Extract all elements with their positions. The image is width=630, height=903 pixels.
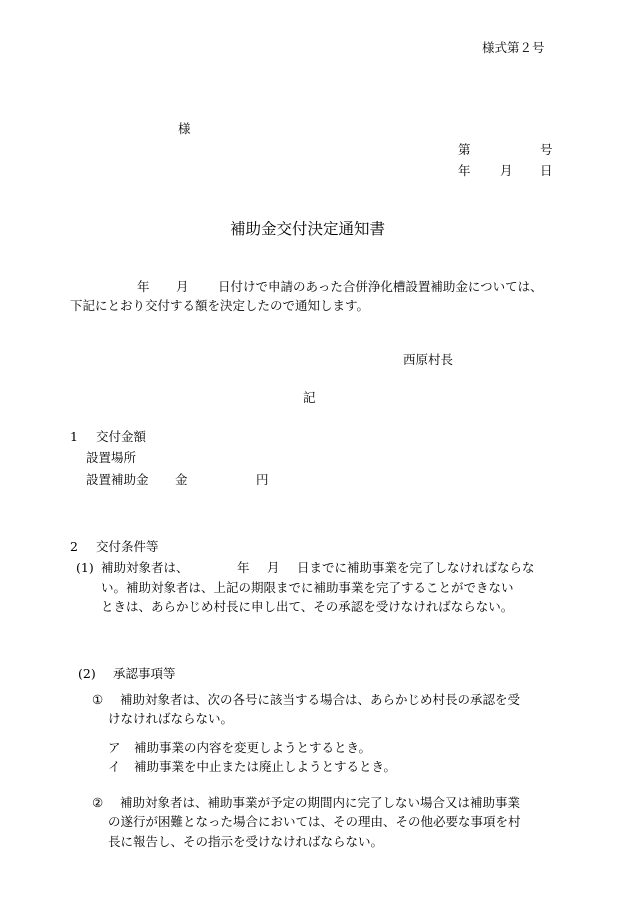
item1-line1a: 補助対象者は、 — [101, 560, 189, 575]
doc-date-day: 日 — [540, 163, 553, 178]
doc-date-month: 月 — [500, 163, 513, 178]
amount-yen: 円 — [256, 472, 269, 487]
document-title: 補助金交付決定通知書 — [230, 220, 386, 238]
intro-month: 月 — [176, 279, 189, 294]
item1-year: 年 — [237, 560, 250, 575]
sub1-i-label: イ — [108, 759, 121, 774]
item1-line2: い。補助対象者は、上記の期限までに補助事業を完了することができない — [101, 580, 514, 595]
sub2-line2: の遂行が困難となった場合においては、その理由、その他必要な事項を村 — [108, 814, 521, 829]
doc-number-prefix: 第 — [458, 142, 471, 157]
sub1-a-text: 補助事業の内容を変更しようとするとき。 — [134, 740, 372, 755]
sub1-line2: けなければならない。 — [108, 711, 234, 726]
addressee-suffix: 様 — [178, 121, 191, 136]
issuer: 西原村長 — [403, 352, 454, 367]
section2-heading: 交付条件等 — [96, 539, 159, 554]
section1-number: 1 — [70, 429, 78, 444]
sub2-line1: 補助対象者は、補助事業が予定の期間内に完了しない場合又は補助事業 — [120, 795, 521, 810]
item2-heading: 承認事項等 — [113, 666, 176, 681]
doc-date-year: 年 — [458, 163, 471, 178]
item1-number: (1) — [76, 560, 94, 575]
item1-month: 月 — [267, 560, 280, 575]
item2-number: (2) — [78, 666, 96, 681]
doc-number-suffix: 号 — [540, 142, 553, 157]
sub1-a-label: ア — [108, 740, 121, 755]
item1-line3: ときは、あらかじめ村長に申し出て、その承認を受けなければならない。 — [101, 599, 514, 614]
section1-heading: 交付金額 — [96, 429, 147, 444]
amount-label: 設置補助金 — [86, 472, 149, 487]
form-number: 様式第２号 — [482, 40, 545, 55]
intro-line2: 下記にとおり交付する額を決定したので通知します。 — [70, 298, 370, 313]
intro-year: 年 — [137, 279, 150, 294]
intro-line1: 日付けで申請のあった合併浄化槽設置補助金については、 — [218, 279, 543, 294]
sub1-number: ① — [92, 692, 104, 707]
amount-kin: 金 — [175, 472, 188, 487]
ki-heading: 記 — [303, 390, 316, 405]
location-label: 設置場所 — [86, 450, 137, 465]
sub1-i-text: 補助事業を中止または廃止しようとするとき。 — [134, 759, 397, 774]
section2-number: 2 — [70, 539, 78, 554]
item1-line1-rest: 日までに補助事業を完了しなければならな — [297, 560, 535, 575]
sub2-number: ② — [92, 795, 104, 810]
sub1-line1: 補助対象者は、次の各号に該当する場合は、あらかじめ村長の承認を受 — [120, 692, 521, 707]
sub2-line3: 長に報告し、その指示を受けなければならない。 — [108, 834, 384, 849]
